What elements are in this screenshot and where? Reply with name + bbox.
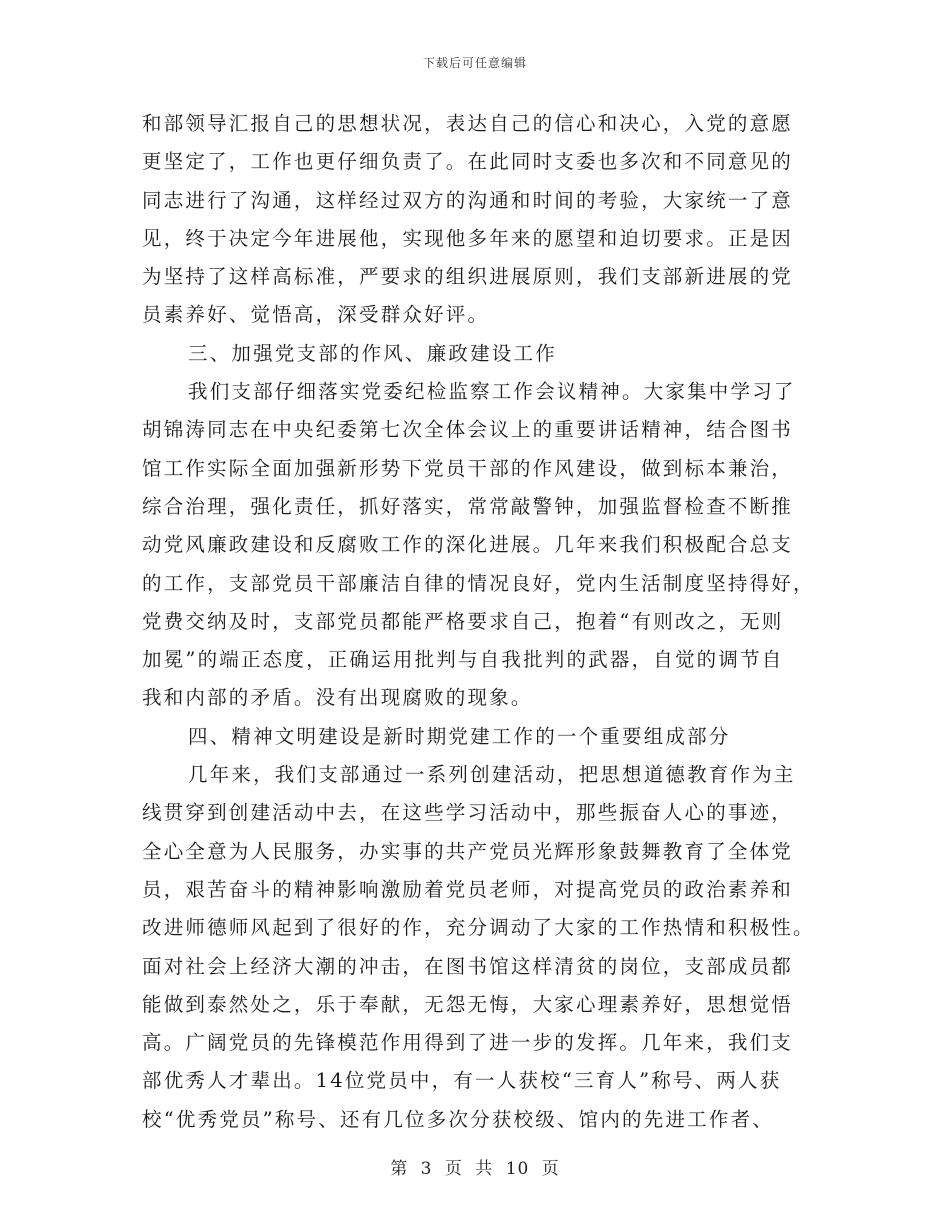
body-line: 我们支部仔细落实党委纪检监察工作会议精神。大家集中学习了 xyxy=(188,380,796,404)
document-body xyxy=(142,105,818,1139)
body-line: 几年来，我们支部通过一系列创建活动，把思想道德教育作为主 xyxy=(188,763,796,787)
section-heading: 四、精神文明建设是新时期党建工作的一个重要组成部分 xyxy=(188,724,731,748)
section-heading: 三、加强党支部的作风、廉政建设工作 xyxy=(188,341,557,365)
body-line: 和部领导汇报自己的思想状况，表达自己的信心和决心，入党的意愿 xyxy=(142,112,794,135)
body-line: 胡锦涛同志在中央纪委第七次全体会议上的重要讲话精神，结合图书 xyxy=(142,418,794,442)
body-line: 线贯穿到创建活动中去，在这些学习活动中，那些振奋人心的事迹， xyxy=(142,801,794,825)
body-line: 员，艰苦奋斗的精神影响激励着党员老师，对提高党员的政治素养和 xyxy=(142,877,794,901)
page-header: 下载后可任意编辑 xyxy=(422,56,527,70)
body-line: 校“优秀党员”称号、还有几位多次分获校级、馆内的先进工作者、 xyxy=(142,1107,774,1131)
body-line: 改进师德师风起到了很好的作，充分调动了大家的工作热情和积极性。 xyxy=(142,916,815,940)
body-line: 我和内部的矛盾。没有出现腐败的现象。 xyxy=(142,686,533,710)
body-line: 部优秀人才辈出。14位党员中，有一人获校“三育人”称号、两人获 xyxy=(142,1069,782,1093)
body-line: 面对社会上经济大潮的冲击，在图书馆这样清贫的岗位，支部成员都 xyxy=(142,954,794,978)
body-line: 加冕”的端正态度，正确运用批判与自我批判的武器，自觉的调节自 xyxy=(142,648,784,672)
body-line: 见，终于决定今年进展他，实现他多年来的愿望和迫切要求。正是因 xyxy=(142,226,794,250)
body-line: 综合治理，强化责任，抓好落实，常常敲警钟，加强监督检查不断推 xyxy=(142,494,794,518)
body-line: 馆工作实际全面加强新形势下党员干部的作风建设，做到标本兼治， xyxy=(142,456,794,480)
body-line: 更坚定了，工作也更仔细负责了。在此同时支委也多次和不同意见的 xyxy=(142,150,794,174)
body-line: 高。广阔党员的先锋模范作用得到了进一步的发挥。几年来，我们支 xyxy=(142,1031,794,1055)
body-line: 党费交纳及时，支部党员都能严格要求自己，抱着“有则改之，无则 xyxy=(142,609,784,633)
body-line: 员素养好、觉悟高，深受群众好评。 xyxy=(142,303,490,327)
body-line: 动党风廉政建设和反腐败工作的深化进展。几年来我们积极配合总支 xyxy=(142,533,794,557)
body-line: 为坚持了这样高标准，严要求的组织进展原则，我们支部新进展的党 xyxy=(142,265,794,289)
body-line: 同志进行了沟通，这样经过双方的沟通和时间的考验，大家统一了意 xyxy=(142,188,794,212)
body-line: 全心全意为人民服务，办实事的共产党员光辉形象鼓舞教育了全体党 xyxy=(142,839,794,863)
body-line: 能做到泰然处之，乐于奉献，无怨无悔，大家心理素养好，思想觉悟 xyxy=(142,992,794,1016)
page-footer: 第 3 页 共 10 页 xyxy=(390,1159,560,1179)
body-line: 的工作，支部党员干部廉洁自律的情况良好，党内生活制度坚持得好， xyxy=(142,571,815,595)
